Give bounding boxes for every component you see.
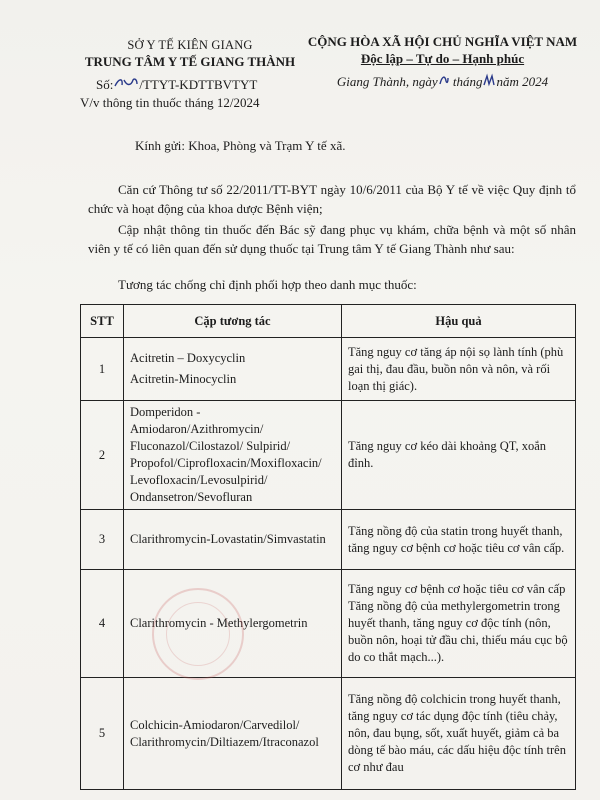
row-stt: 2 xyxy=(81,401,124,510)
document-number xyxy=(80,76,300,93)
department-name: SỞ Y TẾ KIÊN GIANG xyxy=(127,38,253,52)
document-number-prefix: Số: xyxy=(96,77,114,92)
row-consequence: Tăng nồng độ colchicin trong huyết thanh, tăng nguy cơ tác dụng độc tính (tiêu chảy, nôn, đau bụng, sốt, xuất huyết, giảm cả ba dòng tế bào máu, các dấu hiệu độc tính trên cơ như đau xyxy=(342,678,576,790)
document-subject: V/v thông tin thuốc tháng 12/2024 xyxy=(80,95,260,110)
date-month-label: tháng xyxy=(452,74,483,89)
row-stt: 5 xyxy=(81,678,124,790)
issuer-block xyxy=(80,38,300,111)
row-stt: 4 xyxy=(81,570,124,678)
purpose-paragraph: Cập nhật thông tin thuốc đến Bác sỹ đang phục vụ khám, chữa bệnh và một số nhân viên y tế có liên quan đến sử dụng thuốc tại Trung tâm Y tế Giang Thành như sau: xyxy=(88,222,576,256)
row-pair: Colchicin-Amiodaron/Carvedilol/ Clarithromycin/Diltiazem/Itraconazol xyxy=(124,678,342,790)
row-stt: 1 xyxy=(81,338,124,401)
table-row xyxy=(81,510,576,570)
national-motto: Độc lập – Tự do – Hạnh phúc xyxy=(360,51,525,66)
handwritten-number-mark xyxy=(113,76,139,88)
salutation: Kính gửi: Khoa, Phòng và Trạm Y tế xã. xyxy=(135,138,346,153)
center-name: TRUNG TÂM Y TẾ GIANG THÀNH xyxy=(84,54,296,69)
row-pair: Clarithromycin-Lovastatin/Simvastatin xyxy=(124,510,342,570)
document-number-suffix: /TTYT-KDTTBVTYT xyxy=(139,77,258,92)
header-stt: STT xyxy=(81,305,124,338)
date-year-label: năm 2024 xyxy=(496,74,549,89)
drug-interaction-table xyxy=(80,304,576,790)
header-pair: Cặp tương tác xyxy=(124,305,342,338)
row-stt: 3 xyxy=(81,510,124,570)
table-row xyxy=(81,401,576,510)
legal-basis-paragraph: Căn cứ Thông tư số 22/2011/TT-BYT ngày 10/6/2011 của Bộ Y tế về việc Quy định tổ chức và hoạt động của khoa dược Bệnh viện; xyxy=(88,182,576,216)
row-consequence: Tăng nồng độ của statin trong huyết thanh, tăng nguy cơ bệnh cơ hoặc tiêu cơ vân cấp. xyxy=(342,510,576,570)
national-heading xyxy=(300,34,585,90)
table-row xyxy=(81,338,576,401)
nation-title: CỘNG HÒA XÃ HỘI CHỦ NGHĨA VIỆT NAM xyxy=(307,34,578,49)
handwritten-month-mark xyxy=(482,73,496,85)
table-header-row xyxy=(81,305,576,338)
row-pair xyxy=(124,338,342,401)
table-row xyxy=(81,678,576,790)
row-consequence: Tăng nguy cơ bệnh cơ hoặc tiêu cơ vân cấp Tăng nồng độ của methylergometrin trong huyết thanh, tăng nguy cơ độc tính (nôn, buồn nôn, hoại tử đầu chi, thiếu máu cục bộ do co thắt mạch...). xyxy=(342,570,576,678)
issue-date xyxy=(300,73,585,90)
date-day-label: Giang Thành, ngày xyxy=(336,74,438,89)
row-consequence: Tăng nguy cơ tăng áp nội sọ lành tính (phù gai thị, đau đầu, buồn nôn và nôn, và rối loạn thị giác). xyxy=(342,338,576,401)
faint-stamp-seal xyxy=(152,588,244,680)
table-intro: Tương tác chống chỉ định phối hợp theo danh mục thuốc: xyxy=(118,277,417,292)
handwritten-day-mark xyxy=(438,73,450,85)
pair-line: Acitretin – Doxycyclin xyxy=(130,351,246,365)
pair-line: Acitretin-Minocyclin xyxy=(130,372,237,386)
header-consequence: Hậu quả xyxy=(342,305,576,338)
row-pair: Domperidon - Amiodaron/Azithromycin/ Fluconazol/Cilostazol/ Sulpirid/ Propofol/Ciprofloxacin/Moxifloxacin/ Levofloxacin/Levosulpirid/ Ondansetron/Sevofluran xyxy=(124,401,342,510)
row-pair: Clarithromycin - Methylergometrin xyxy=(124,570,342,678)
row-consequence: Tăng nguy cơ kéo dài khoảng QT, xoắn đỉnh. xyxy=(342,401,576,510)
